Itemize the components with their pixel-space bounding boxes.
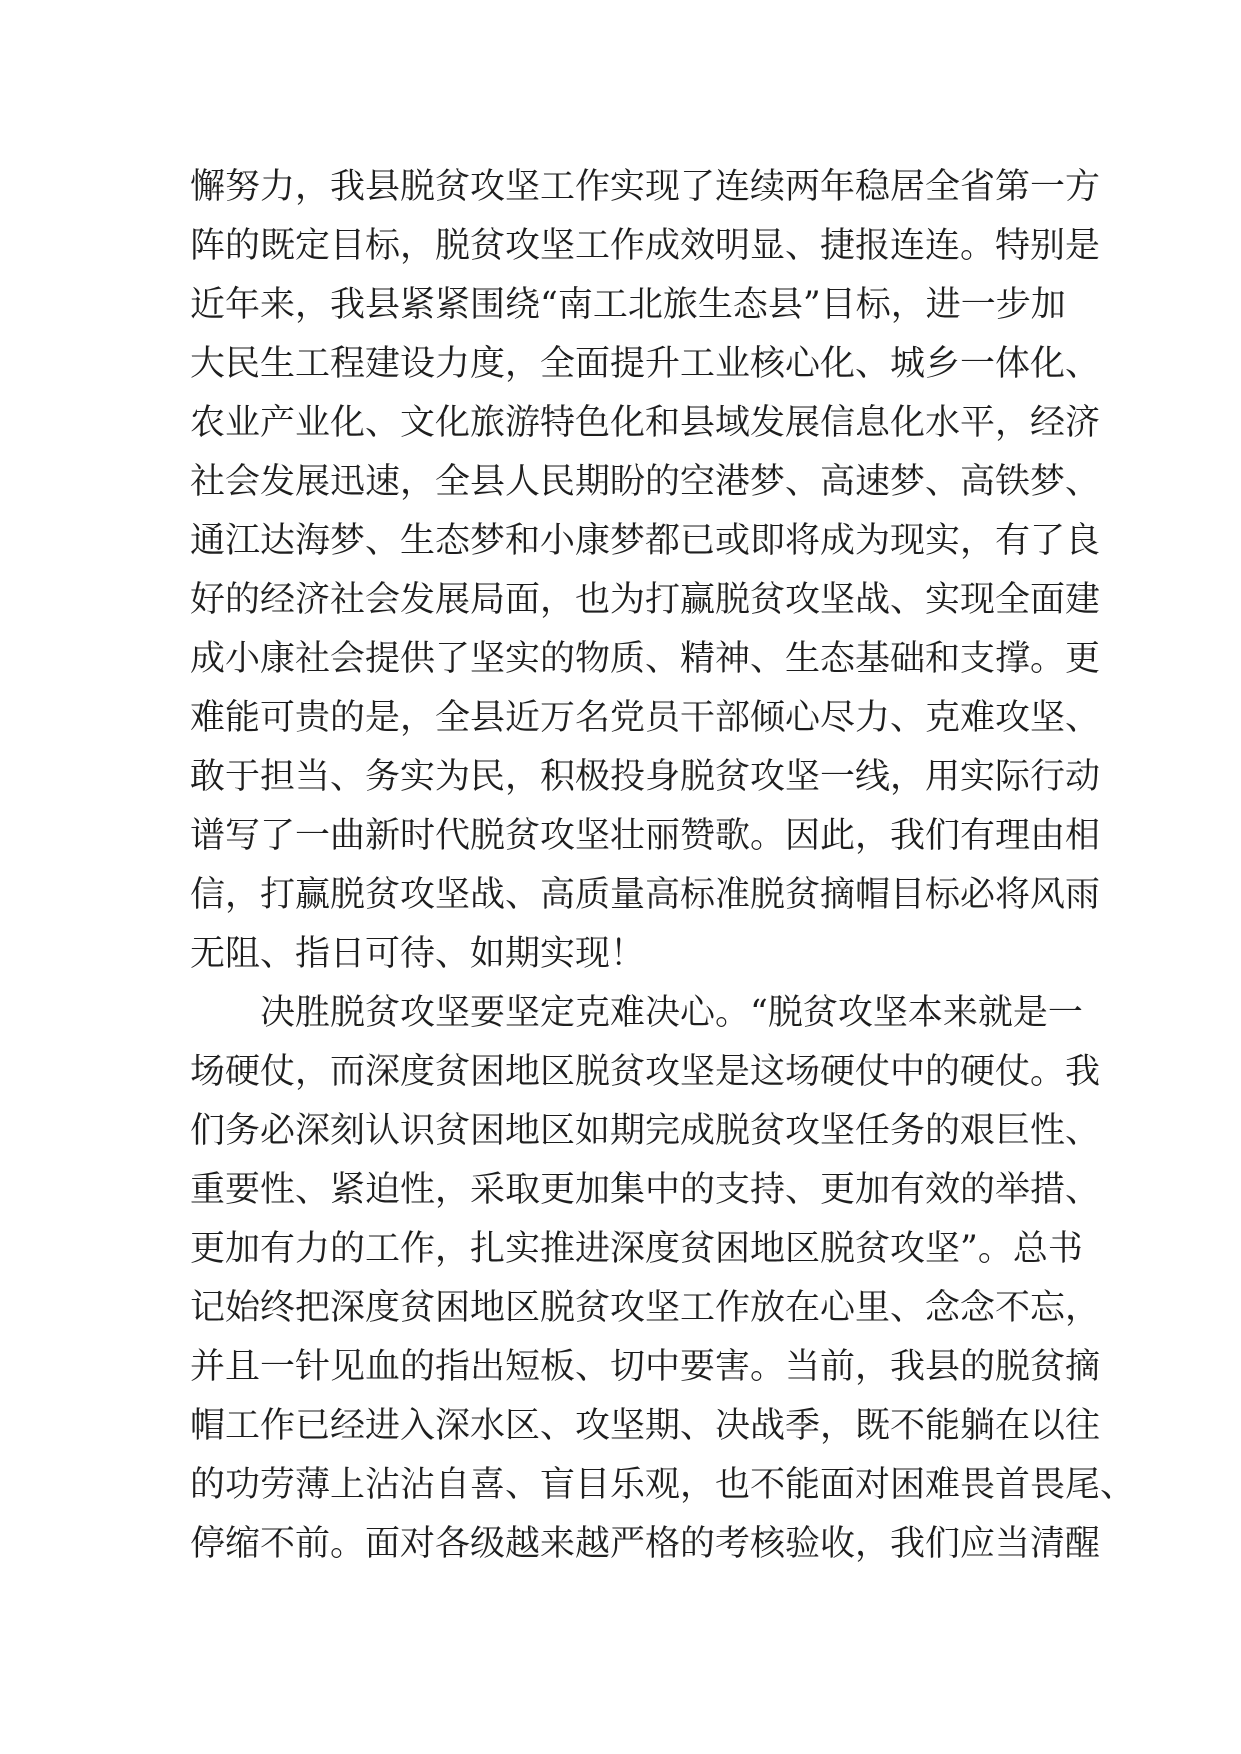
text-line: 并且一针见血的指出短板、切中要害。当前，我县的脱贫摘 (190, 1347, 1101, 1387)
text-line: 们务必深刻认识贫困地区如期完成脱贫攻坚任务的艰巨性、 (190, 1111, 1101, 1151)
text-line: 农业产业化、文化旅游特色化和县域发展信息化水平，经济 (190, 403, 1101, 443)
text-line: 懈努力，我县脱贫攻坚工作实现了连续两年稳居全省第一方 (190, 167, 1101, 207)
text-line: 信，打赢脱贫攻坚战、高质量高标准脱贫摘帽目标必将风雨 (190, 875, 1101, 915)
text-line: 社会发展迅速，全县人民期盼的空港梦、高速梦、高铁梦、 (190, 462, 1101, 502)
text-line: 大民生工程建设力度，全面提升工业核心化、城乡一体化、 (190, 344, 1101, 384)
text-line: 好的经济社会发展局面，也为打赢脱贫攻坚战、实现全面建 (190, 580, 1101, 620)
text-line: 场硬仗，而深度贫困地区脱贫攻坚是这场硬仗中的硬仗。我 (190, 1052, 1101, 1092)
text-line: 成小康社会提供了坚实的物质、精神、生态基础和支撑。更 (190, 639, 1101, 679)
text-line: 帽工作已经进入深水区、攻坚期、决战季，既不能躺在以往 (190, 1406, 1101, 1446)
text-line: 近年来，我县紧紧围绕“南工北旅生态县”目标，进一步加 (190, 285, 1066, 325)
text-line: 谱写了一曲新时代脱贫攻坚壮丽赞歌。因此，我们有理由相 (190, 816, 1101, 856)
text-line: 更加有力的工作，扎实推进深度贫困地区脱贫攻坚”。总书 (190, 1229, 1083, 1269)
text-line: 阵的既定目标，脱贫攻坚工作成效明显、捷报连连。特别是 (190, 226, 1101, 266)
text-line: 的功劳薄上沾沾自喜、盲目乐观，也不能面对困难畏首畏尾、 (190, 1465, 1136, 1505)
text-line: 难能可贵的是，全县近万名党员干部倾心尽力、克难攻坚、 (190, 698, 1101, 738)
text-line: 敢于担当、务实为民，积极投身脱贫攻坚一线，用实际行动 (190, 757, 1101, 797)
text-line: 停缩不前。面对各级越来越严格的考核验收，我们应当清醒 (190, 1524, 1101, 1564)
text-line: 无阻、指日可待、如期实现！ (190, 934, 646, 974)
text-line: 通江达海梦、生态梦和小康梦都已或即将成为现实，有了良 (190, 521, 1101, 561)
text-line: 决胜脱贫攻坚要坚定克难决心。“脱贫攻坚本来就是一 (190, 993, 1083, 1033)
text-line: 记始终把深度贫困地区脱贫攻坚工作放在心里、念念不忘， (190, 1288, 1101, 1328)
text-line: 重要性、紧迫性，采取更加集中的支持、更加有效的举措、 (190, 1170, 1101, 1210)
